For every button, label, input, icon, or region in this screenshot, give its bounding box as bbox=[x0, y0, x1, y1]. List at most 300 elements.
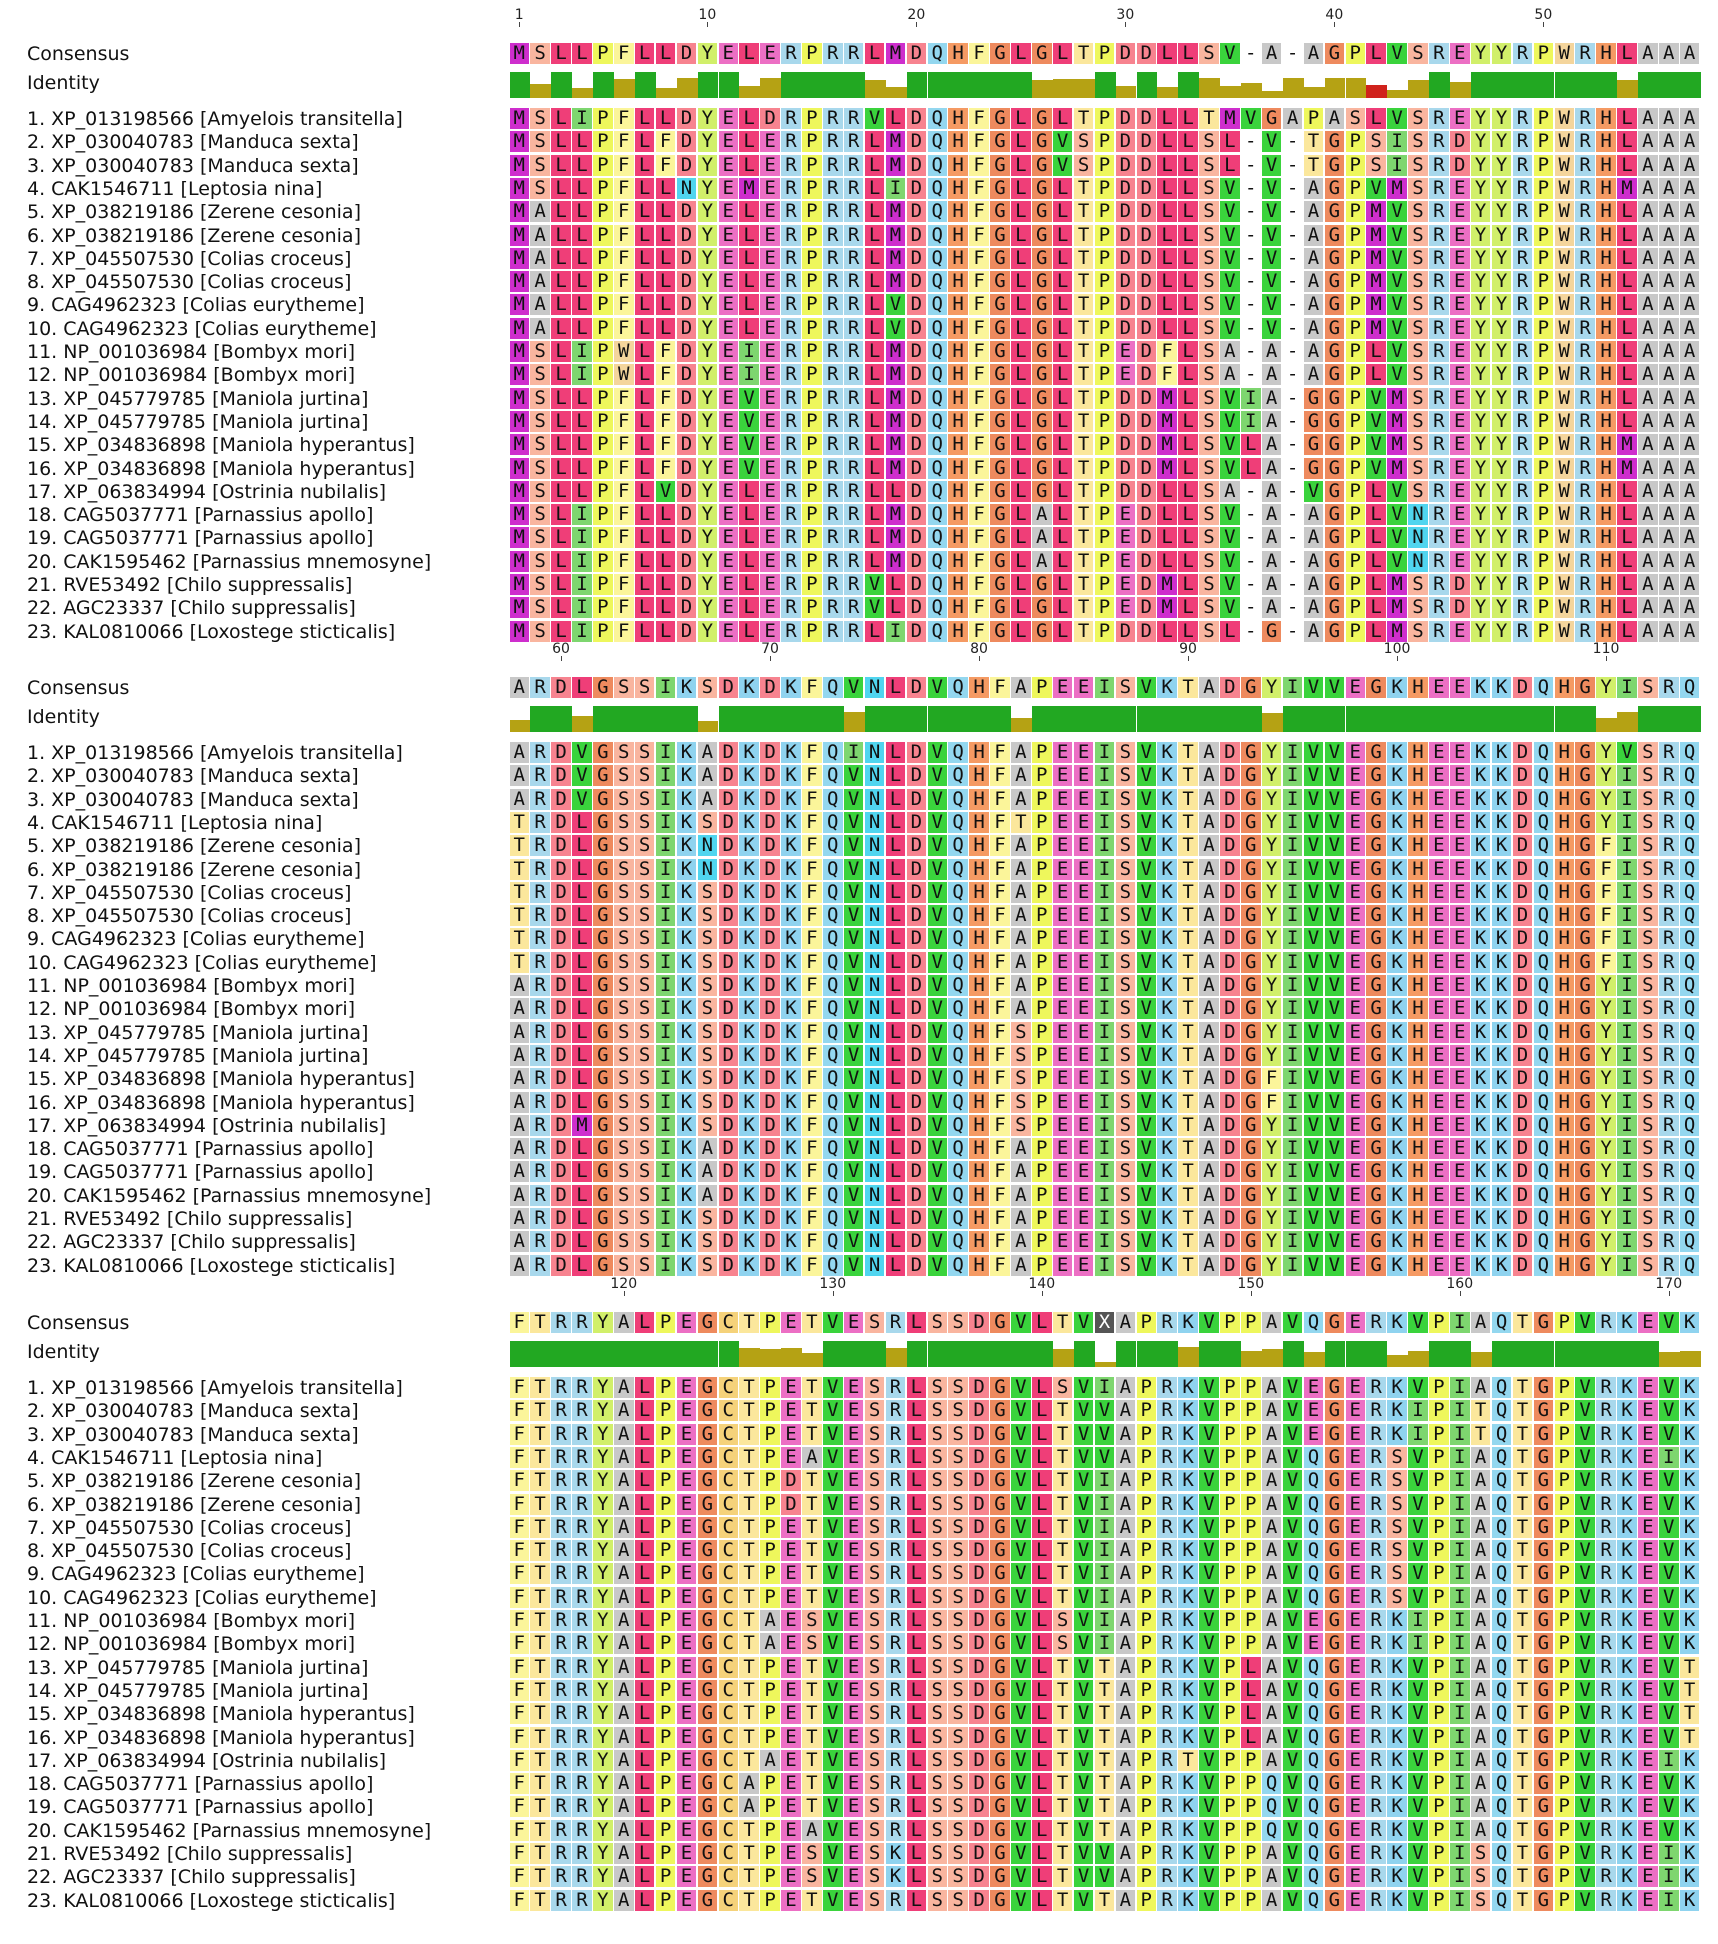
identity-bar-segment bbox=[719, 1341, 740, 1367]
residue: Q bbox=[1680, 677, 1700, 698]
residue: A bbox=[1032, 527, 1052, 548]
residue: A bbox=[1304, 225, 1324, 246]
residue: L bbox=[1032, 1377, 1052, 1398]
residue: L bbox=[572, 1208, 592, 1229]
residue: P bbox=[1032, 1161, 1052, 1182]
residue: P bbox=[1555, 1470, 1575, 1491]
residue: K bbox=[1387, 1680, 1407, 1701]
residue: D bbox=[760, 108, 780, 129]
residue: R bbox=[823, 155, 843, 176]
residue: R bbox=[1513, 178, 1533, 199]
residue: V bbox=[844, 998, 864, 1019]
residue: E bbox=[1346, 1796, 1366, 1817]
residue: Y bbox=[1262, 812, 1282, 833]
residue: K bbox=[1387, 1377, 1407, 1398]
residue: L bbox=[865, 225, 885, 246]
residue: T bbox=[1178, 835, 1198, 856]
residue: S bbox=[1638, 859, 1658, 880]
residue: T bbox=[1053, 1424, 1073, 1445]
residue: P bbox=[1241, 1563, 1261, 1584]
residue: L bbox=[1157, 271, 1177, 292]
residue: P bbox=[1346, 341, 1366, 362]
residue: L bbox=[635, 411, 655, 432]
residue: P bbox=[1555, 1540, 1575, 1561]
residue: S bbox=[1199, 225, 1219, 246]
residue: D bbox=[907, 835, 927, 856]
residue: F bbox=[990, 1115, 1010, 1136]
residue: R bbox=[530, 835, 550, 856]
residue: K bbox=[1492, 742, 1512, 763]
residue: K bbox=[1617, 1703, 1637, 1724]
residue: S bbox=[865, 1447, 885, 1468]
residue: S bbox=[1116, 1138, 1136, 1159]
residue: L bbox=[572, 952, 592, 973]
residue: A bbox=[1262, 458, 1282, 479]
residue: Q bbox=[928, 108, 948, 129]
residue: V bbox=[1575, 1610, 1595, 1631]
residue: V bbox=[1074, 1540, 1094, 1561]
residue: V bbox=[1199, 1773, 1219, 1794]
residue: G bbox=[1032, 201, 1052, 222]
residue: E bbox=[1450, 434, 1470, 455]
residue: G bbox=[1534, 1312, 1554, 1333]
residue: G bbox=[990, 1703, 1010, 1724]
residue: Q bbox=[1534, 975, 1554, 996]
residue: V bbox=[823, 1727, 843, 1748]
residue: Y bbox=[1492, 411, 1512, 432]
residue: L bbox=[1617, 574, 1637, 595]
residue: G bbox=[593, 835, 613, 856]
residue: D bbox=[1116, 434, 1136, 455]
residue: L bbox=[551, 574, 571, 595]
residue: V bbox=[1262, 155, 1282, 176]
residue: F bbox=[802, 835, 822, 856]
residue: M bbox=[1387, 178, 1407, 199]
residue: Y bbox=[593, 1377, 613, 1398]
residue: P bbox=[1429, 1400, 1449, 1421]
residue: L bbox=[572, 411, 592, 432]
residue: L bbox=[635, 504, 655, 525]
residue: D bbox=[907, 388, 927, 409]
residue: F bbox=[969, 318, 989, 339]
residue: I bbox=[1450, 1424, 1470, 1445]
residue: S bbox=[698, 812, 718, 833]
residue: E bbox=[1450, 789, 1470, 810]
residue: L bbox=[1157, 481, 1177, 502]
residue: L bbox=[656, 504, 676, 525]
residue: P bbox=[802, 341, 822, 362]
residue: D bbox=[677, 43, 697, 64]
residue: T bbox=[1053, 1587, 1073, 1608]
residue: H bbox=[1408, 1231, 1428, 1252]
residue: E bbox=[1450, 882, 1470, 903]
residue: T bbox=[1513, 1750, 1533, 1771]
residue: D bbox=[969, 1587, 989, 1608]
residue: R bbox=[1513, 108, 1533, 129]
residue: A bbox=[614, 1424, 634, 1445]
residue: H bbox=[969, 1208, 989, 1229]
residue: H bbox=[969, 677, 989, 698]
residue: T bbox=[1095, 1680, 1115, 1701]
residue: G bbox=[990, 1610, 1010, 1631]
residue: V bbox=[823, 1890, 843, 1911]
residue: E bbox=[1346, 835, 1366, 856]
residue: F bbox=[614, 458, 634, 479]
sequence-row bbox=[0, 1866, 1718, 1889]
residue: G bbox=[990, 1657, 1010, 1678]
residue: F bbox=[990, 742, 1010, 763]
residue: S bbox=[1199, 43, 1219, 64]
residue: P bbox=[1555, 1563, 1575, 1584]
residue: R bbox=[1429, 597, 1449, 618]
residue: E bbox=[1638, 1866, 1658, 1887]
residue: A bbox=[1471, 1820, 1491, 1841]
residue: I bbox=[1659, 1843, 1679, 1864]
residue: R bbox=[572, 1563, 592, 1584]
residue: Q bbox=[1304, 1680, 1324, 1701]
residue: L bbox=[1011, 434, 1031, 455]
residue: V bbox=[1262, 271, 1282, 292]
residue: D bbox=[551, 928, 571, 949]
residue: Y bbox=[1596, 1045, 1616, 1066]
residue: P bbox=[1220, 1843, 1240, 1864]
residue: L bbox=[1053, 225, 1073, 246]
residue: A bbox=[510, 1231, 530, 1252]
residue: L bbox=[1178, 481, 1198, 502]
residue: H bbox=[969, 1115, 989, 1136]
residue: W bbox=[1555, 178, 1575, 199]
sequence-name: 23. KAL0810066 [Loxostege sticticalis] bbox=[27, 621, 395, 644]
residue: S bbox=[1199, 318, 1219, 339]
residue: E bbox=[1053, 1092, 1073, 1113]
residue: I bbox=[656, 765, 676, 786]
residue: P bbox=[593, 225, 613, 246]
residue: T bbox=[1178, 1161, 1198, 1182]
residue: N bbox=[865, 952, 885, 973]
residue: A bbox=[530, 225, 550, 246]
residue: F bbox=[614, 574, 634, 595]
residue: D bbox=[907, 1045, 927, 1066]
residue: R bbox=[1659, 1138, 1679, 1159]
residue: S bbox=[1116, 928, 1136, 949]
residue: L bbox=[551, 248, 571, 269]
residue: D bbox=[907, 812, 927, 833]
residue: T bbox=[530, 1400, 550, 1421]
residue: S bbox=[1116, 859, 1136, 880]
ruler-tick-label: 170 bbox=[1655, 1277, 1682, 1291]
residue: R bbox=[530, 1022, 550, 1043]
residue: E bbox=[1346, 998, 1366, 1019]
residue: E bbox=[677, 1610, 697, 1631]
sequence-row bbox=[0, 1820, 1718, 1843]
residue: G bbox=[593, 1255, 613, 1276]
residue: A bbox=[1680, 155, 1700, 176]
residue: E bbox=[719, 411, 739, 432]
residue: R bbox=[530, 742, 550, 763]
residue: L bbox=[1011, 271, 1031, 292]
residue: S bbox=[948, 1587, 968, 1608]
residue: H bbox=[1408, 1045, 1428, 1066]
residue: P bbox=[1555, 1657, 1575, 1678]
residue: V bbox=[928, 1185, 948, 1206]
residue: I bbox=[1095, 835, 1115, 856]
residue: E bbox=[1053, 1045, 1073, 1066]
residue: K bbox=[1387, 952, 1407, 973]
residue: G bbox=[1325, 341, 1345, 362]
residue: S bbox=[1387, 1470, 1407, 1491]
residue: R bbox=[1659, 1045, 1679, 1066]
residue: G bbox=[1032, 364, 1052, 385]
residue: G bbox=[1325, 318, 1345, 339]
residue: H bbox=[1596, 388, 1616, 409]
residue: S bbox=[1053, 1633, 1073, 1654]
residue: T bbox=[739, 1517, 759, 1538]
residue: H bbox=[1408, 742, 1428, 763]
identity-bar-segment bbox=[1178, 706, 1199, 732]
residue: F bbox=[802, 789, 822, 810]
residue: V bbox=[1408, 1796, 1428, 1817]
residue: R bbox=[781, 364, 801, 385]
ruler-tick-mark bbox=[1606, 656, 1607, 661]
residue: P bbox=[593, 481, 613, 502]
residue: Q bbox=[928, 271, 948, 292]
residue: F bbox=[614, 248, 634, 269]
residue: P bbox=[1555, 1494, 1575, 1515]
residue: K bbox=[1617, 1312, 1637, 1333]
residue: T bbox=[530, 1773, 550, 1794]
residue: R bbox=[1513, 388, 1533, 409]
residue: R bbox=[530, 1255, 550, 1276]
residue: P bbox=[802, 411, 822, 432]
residue: L bbox=[907, 1866, 927, 1887]
residue: Y bbox=[698, 178, 718, 199]
residue: L bbox=[739, 108, 759, 129]
residue: E bbox=[1346, 882, 1366, 903]
residue: G bbox=[1032, 574, 1052, 595]
residue: P bbox=[1220, 1703, 1240, 1724]
residue: A bbox=[1116, 1890, 1136, 1911]
residue: R bbox=[1659, 1208, 1679, 1229]
residue: L bbox=[1366, 551, 1386, 572]
residue: P bbox=[1429, 1657, 1449, 1678]
identity-bar-segment bbox=[948, 72, 969, 98]
residue: V bbox=[1575, 1312, 1595, 1333]
residue: V bbox=[844, 1068, 864, 1089]
residue: G bbox=[1241, 1045, 1261, 1066]
residue: S bbox=[614, 859, 634, 880]
residue: V bbox=[1366, 178, 1386, 199]
residue: S bbox=[635, 882, 655, 903]
sequence-row bbox=[0, 1400, 1718, 1423]
residue: V bbox=[1325, 1022, 1345, 1043]
residue: T bbox=[802, 1400, 822, 1421]
residue: T bbox=[739, 1727, 759, 1748]
residue: D bbox=[907, 1022, 927, 1043]
residue: D bbox=[1137, 271, 1157, 292]
residue: E bbox=[760, 527, 780, 548]
sequence-name: 22. AGC23337 [Chilo suppressalis] bbox=[27, 1866, 356, 1889]
sequence-name: 21. RVE53492 [Chilo suppressalis] bbox=[27, 1208, 352, 1231]
residue: E bbox=[1346, 1447, 1366, 1468]
residue: D bbox=[677, 388, 697, 409]
residue: E bbox=[1450, 108, 1470, 129]
residue: A bbox=[1638, 294, 1658, 315]
ruler-tick-label: 100 bbox=[1384, 642, 1411, 656]
residue: K bbox=[1492, 835, 1512, 856]
residue: Q bbox=[948, 1115, 968, 1136]
residue: L bbox=[572, 1231, 592, 1252]
residue: T bbox=[1074, 271, 1094, 292]
residue: D bbox=[1220, 1068, 1240, 1089]
residue: K bbox=[1387, 1400, 1407, 1421]
residue: K bbox=[1387, 1185, 1407, 1206]
residue: K bbox=[781, 812, 801, 833]
residue: T bbox=[739, 1400, 759, 1421]
residue: - bbox=[1283, 388, 1303, 409]
residue: T bbox=[1178, 1208, 1198, 1229]
residue: N bbox=[865, 1045, 885, 1066]
residue: R bbox=[1575, 155, 1595, 176]
residue: C bbox=[719, 1563, 739, 1584]
residue: F bbox=[510, 1633, 530, 1654]
residue: T bbox=[739, 1890, 759, 1911]
residue: V bbox=[1283, 1843, 1303, 1864]
residue: V bbox=[1011, 1517, 1031, 1538]
residue: E bbox=[781, 1447, 801, 1468]
residue: G bbox=[1534, 1494, 1554, 1515]
residue: L bbox=[551, 458, 571, 479]
residue: L bbox=[907, 1377, 927, 1398]
residue: Y bbox=[1596, 742, 1616, 763]
residue: P bbox=[656, 1796, 676, 1817]
residue: G bbox=[990, 411, 1010, 432]
residue: S bbox=[1074, 131, 1094, 152]
residue: V bbox=[1074, 1843, 1094, 1864]
residue: R bbox=[1366, 1494, 1386, 1515]
residue: L bbox=[1011, 458, 1031, 479]
residue: W bbox=[1555, 341, 1575, 362]
residue: E bbox=[760, 574, 780, 595]
residue: E bbox=[1053, 1208, 1073, 1229]
residue: L bbox=[551, 318, 571, 339]
residue: I bbox=[656, 1092, 676, 1113]
residue: S bbox=[928, 1727, 948, 1748]
sequence-name: 14. XP_045779785 [Maniola jurtina] bbox=[27, 1045, 368, 1068]
residue: S bbox=[928, 1470, 948, 1491]
residue: E bbox=[781, 1424, 801, 1445]
residue: H bbox=[1555, 1092, 1575, 1113]
residue: V bbox=[844, 1045, 864, 1066]
residue: D bbox=[760, 765, 780, 786]
residue: H bbox=[1596, 411, 1616, 432]
residue: T bbox=[530, 1796, 550, 1817]
residue: E bbox=[1638, 1610, 1658, 1631]
residue: L bbox=[1157, 248, 1177, 269]
residue: H bbox=[1555, 928, 1575, 949]
residue: G bbox=[1304, 411, 1324, 432]
residue: V bbox=[928, 952, 948, 973]
residue: P bbox=[1429, 1377, 1449, 1398]
residue: S bbox=[1638, 905, 1658, 926]
residue: S bbox=[802, 1843, 822, 1864]
residue: P bbox=[1095, 551, 1115, 572]
residue: P bbox=[1220, 1312, 1240, 1333]
residue: I bbox=[1617, 998, 1637, 1019]
residue: V bbox=[1011, 1820, 1031, 1841]
residue: D bbox=[907, 975, 927, 996]
residue: I bbox=[1095, 1068, 1115, 1089]
residue: S bbox=[1408, 621, 1428, 642]
residue: A bbox=[1638, 551, 1658, 572]
residue: L bbox=[907, 1727, 927, 1748]
identity-bar-segment bbox=[1157, 87, 1178, 98]
residue: V bbox=[823, 1750, 843, 1771]
residue: G bbox=[1534, 1563, 1554, 1584]
residue: R bbox=[1429, 481, 1449, 502]
residue: F bbox=[969, 43, 989, 64]
residue: R bbox=[1366, 1820, 1386, 1841]
residue: G bbox=[593, 998, 613, 1019]
residue: T bbox=[1513, 1470, 1533, 1491]
residue: R bbox=[551, 1447, 571, 1468]
residue: E bbox=[1053, 812, 1073, 833]
residue: G bbox=[593, 677, 613, 698]
residue: D bbox=[551, 835, 571, 856]
residue: E bbox=[677, 1750, 697, 1771]
residue: Y bbox=[1262, 1231, 1282, 1252]
residue: F bbox=[656, 411, 676, 432]
residue: D bbox=[719, 1231, 739, 1252]
residue: F bbox=[614, 551, 634, 572]
residue: L bbox=[1366, 481, 1386, 502]
residue: L bbox=[1053, 388, 1073, 409]
residue: G bbox=[1241, 1161, 1261, 1182]
residue: G bbox=[1325, 597, 1345, 618]
sequence-row bbox=[0, 1424, 1718, 1447]
residue: A bbox=[1471, 1494, 1491, 1515]
residue: T bbox=[1178, 905, 1198, 926]
residue: A bbox=[1262, 1494, 1282, 1515]
residue: L bbox=[1053, 434, 1073, 455]
residue: F bbox=[614, 597, 634, 618]
residue: I bbox=[1617, 952, 1637, 973]
residue: P bbox=[802, 178, 822, 199]
residue: P bbox=[1095, 248, 1115, 269]
residue: F bbox=[1596, 882, 1616, 903]
residue: S bbox=[614, 1208, 634, 1229]
residue: T bbox=[739, 1750, 759, 1771]
residue: V bbox=[1325, 1255, 1345, 1276]
residue: S bbox=[698, 882, 718, 903]
residue: E bbox=[760, 481, 780, 502]
residue: F bbox=[802, 765, 822, 786]
residue: P bbox=[1534, 434, 1554, 455]
residue: K bbox=[1387, 1773, 1407, 1794]
residue: M bbox=[1617, 458, 1637, 479]
residue: V bbox=[928, 905, 948, 926]
residue: G bbox=[1032, 271, 1052, 292]
residue: F bbox=[802, 975, 822, 996]
residue: G bbox=[698, 1866, 718, 1887]
residue: A bbox=[1220, 341, 1240, 362]
residue: A bbox=[510, 1115, 530, 1136]
residue: G bbox=[1534, 1657, 1554, 1678]
residue: M bbox=[886, 155, 906, 176]
residue: E bbox=[1450, 43, 1470, 64]
residue: V bbox=[1659, 1540, 1679, 1561]
residue: E bbox=[1450, 271, 1470, 292]
residue: L bbox=[865, 318, 885, 339]
